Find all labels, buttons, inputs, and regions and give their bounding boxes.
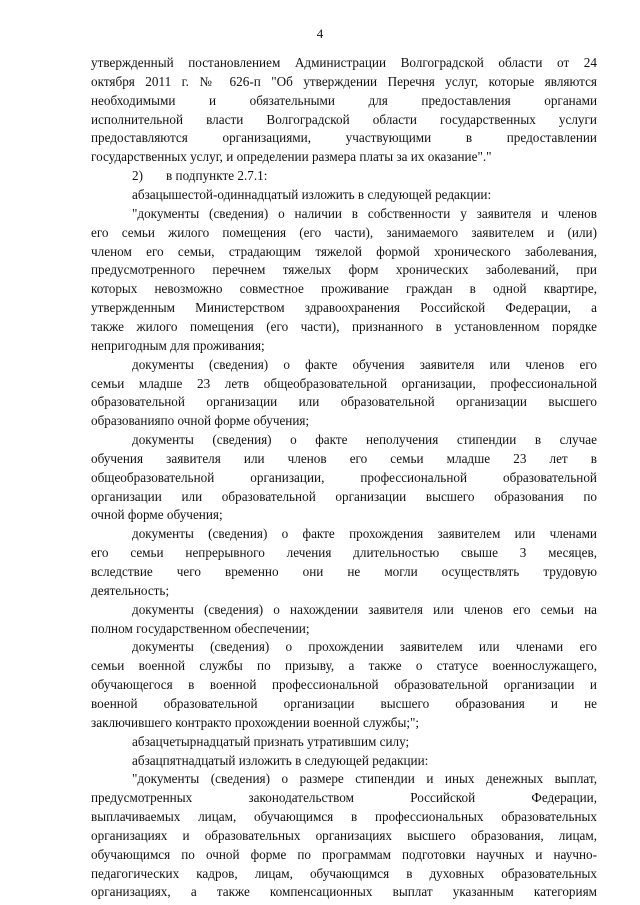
text-line: предоставляются организациями, участвующими в предоставлении xyxy=(91,130,597,146)
text-line: исполнительной власти Волгоградской области государственных услуги xyxy=(91,111,597,127)
list-number: 2) xyxy=(132,168,143,184)
text-line: семьи младше 23 летв общеобразовательной организации, профессиональной xyxy=(91,375,597,391)
text-line: его семьи жилого помещения (его части), занимаемого заявителем и (или) xyxy=(91,224,597,240)
text-line: общеобразовательной организации, профессиональной образовательной xyxy=(91,469,597,485)
text-line: государственных услуг, и определении размера платы за их оказание"." xyxy=(91,149,492,165)
text-line: выплачиваемых лицам, обучающимся в профессиональных образовательных xyxy=(91,809,597,824)
text-line: педагогических кадров, лицам, обучающимся в духовных образовательных xyxy=(91,865,597,881)
text-line: документы (сведения) о факте прохождения заявителем или членами xyxy=(132,526,597,542)
text-line: октября 2011 г. № 626-п "Об утверждении Перечня услуг, которые являются xyxy=(91,73,597,89)
text-line: организациях и образовательных организациях высшего образования, лицам, xyxy=(91,827,597,843)
text-line: очной форме обучения; xyxy=(91,507,223,523)
text-line: абзацчетырнадцатый признать утратившим силу; xyxy=(132,733,410,749)
text-line: образованияпо очной форме обучения; xyxy=(91,413,310,429)
text-line: абзацышестой-одиннадцатый изложить в следующей редакции: xyxy=(132,187,492,202)
text-line: обучающимся по очной форме по программам подготовки научных и научно- xyxy=(91,846,597,862)
text-line: документы (сведения) о нахождении заявителя или членов его семьи на xyxy=(132,601,597,617)
line-text: в подпункте 2.7.1: xyxy=(166,168,268,184)
text-line: военной образовательной организации высшего образования и не xyxy=(91,695,597,711)
text-line: организациях, а также компенсационных выплат указанным категориям xyxy=(91,884,597,900)
text-line: предусмотренных законодательством Российской Федерации, xyxy=(91,790,597,806)
text-line: непригодным для проживания; xyxy=(91,337,265,353)
text-line: вследствие чего временно они не могли осуществлять трудовую xyxy=(91,564,597,579)
text-line: обучающегося в военной профессиональной образовательной организации и xyxy=(91,677,597,693)
text-line: документы (сведения) о факте неполучения стипендии в случае xyxy=(132,432,597,447)
text-line: которых невозможно совместное проживание граждан в одной квартире, xyxy=(91,281,597,297)
text-line: документы (сведения) о факте обучения заявителя или членов его xyxy=(132,356,597,372)
text-line: организации или образовательной организации высшего образования по xyxy=(91,488,597,504)
text-line: также жилого помещения (его части), признанного в установленном порядке xyxy=(91,318,597,334)
text-line: документы (сведения) о прохождении заявителем или членами его xyxy=(132,639,597,655)
page-number: 4 xyxy=(316,26,324,41)
text-line: "документы (сведения) о размере стипендии и иных денежных выплат, xyxy=(132,771,597,787)
text-line xyxy=(132,168,597,184)
text-line: семьи военной службы по призыву, а также о статусе военнослужащего, xyxy=(91,658,597,674)
text-line: предусмотренного перечнем тяжелых форм хронических заболеваний, при xyxy=(91,262,597,278)
text-line: обучения заявителя или членов его семьи младше 23 лет в xyxy=(91,450,597,466)
text-line: членом его семьи, страдающим тяжелой формой хронического заболевания, xyxy=(91,243,597,259)
text-line: утвержденным Министерством здравоохранения Российской Федерации, а xyxy=(91,300,597,316)
text-line: "документы (сведения) о наличии в собственности у заявителя и членов xyxy=(132,205,597,221)
text-line: утвержденный постановлением Администрации Волгоградской области от 24 xyxy=(91,55,597,70)
text-line: абзацпятнадцатый изложить в следующей редакции: xyxy=(132,752,429,768)
text-line: его семьи непрерывного лечения длительностью свыше 3 месяцев, xyxy=(91,545,597,561)
text-line: заключившего контракто прохождении военной службы;"; xyxy=(91,714,420,730)
text-line: полном государственном обеспечении; xyxy=(91,620,310,636)
text-line: образовательной организации или образовательной организации высшего xyxy=(91,394,597,410)
text-line: необходимыми и обязательными для предоставления органами xyxy=(91,92,597,108)
text-line: деятельность; xyxy=(91,582,170,598)
